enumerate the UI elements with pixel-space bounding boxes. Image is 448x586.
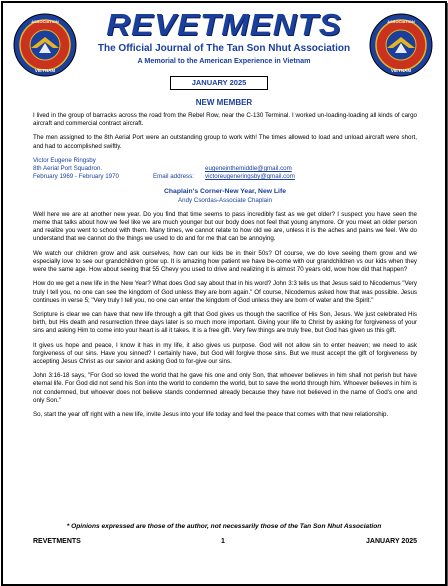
chaplain-paragraph: So, start the year off right with a new life, invite Jesus into your life today and feel the peace that comes with that new relationship. [33, 410, 389, 418]
footer-publication: REVETMENTS [33, 538, 81, 545]
chaplain-paragraph: Well here we are at another new year. Do you find that time seems to pass incredibly fast as we get older? I suspect you have seen the meme that talks about how we feel like we are much younger but our body does not feel that young anymore. Or you meet an older person and realize you went to school with them. Many times, we cannot relate to how old we are, unless it is the aches and pains we feel. We do understand that we cannot do the things we used to do and for me that can be annoying. [33, 210, 417, 243]
member-dates: February 1969 - February 1970 [33, 173, 119, 181]
footer-page-number: 1 [221, 538, 225, 545]
journal-title: The Official Journal of The Tan Son Nhut Association [97, 43, 351, 54]
chaplain-author: Andy Csordas-Associate Chaplain [178, 196, 272, 204]
svg-text:VIETNAM: VIETNAM [34, 68, 56, 73]
masthead-logo-text: REVETMENTS [106, 7, 342, 42]
association-seal-right-icon [369, 13, 433, 77]
chaplain-paragraph: We watch our children grow and ask ourselves, how can our kids be in their 50s? Of course, we do love seeing them grow and we especially love to see our grandchildren grow up. It is amazing how patient we have be-come with our grandchildren vs our kids when they were the same age. How about seeing that 55 Chevy you used to drive and realizing it is almost 70 years old, wow how did that happen? [33, 249, 417, 274]
email-label: Email address: [153, 173, 194, 181]
chaplain-paragraph: John 3:16-18 says, "For God so loved the world that he gave his one and only Son, that whoever believes in him shall not perish but have eternal life. For God did not send his Son into the world to condemn the world, but to save the world through him. Whoever believes in him is not condemned, but whoever does not believe stands condemned already because they have not believed in the name of God's one and only Son." [33, 372, 417, 404]
new-member-paragraph: I lived in the group of barracks across the road from the Rebel Row, near the C-130 Terminal. I worked un-loading-loading all kinds of cargo aircraft and commercial contract aircraft. [33, 112, 417, 128]
member-email-link-2[interactable]: victoreugeneringsby@gmail.com [205, 173, 295, 181]
page-footer [33, 538, 417, 548]
member-email-link-1[interactable]: eugeneinthemiddle@gmail.com [205, 165, 292, 172]
new-member-heading: NEW MEMBER [195, 98, 253, 107]
masthead [83, 6, 365, 65]
chaplain-title: Chaplain's Corner-New Year, New Life [164, 188, 286, 196]
svg-text:VIETNAM: VIETNAM [390, 68, 412, 73]
chaplain-paragraph: It gives us hope and peace, I know it has in my life, it also gives us purpose. God will not allow sin to enter heaven; we need to ask forgiveness of our sins. Have you sinned? I certainly have, but God will forgive those sins. But we must accept the gift of forgiveness by accepting Jesus Christ as our savior and asking God to for-give our sins. [33, 341, 417, 365]
member-name: Victor Eugene Ringsby [33, 156, 96, 164]
chaplain-paragraph: How do we get a new life in the New Year? What does God say about that in his word? John 3:3 tells us that Jesus said to Nicodemus "Very truly I tell you, no one can see the kingdom of God unless they are born again." Of course, Nicodemus asked how that was possible. Jesus continues in verse 5; "Very truly I tell you, no one can enter the kingdom of God unless they are born of water and the Spirit." [33, 280, 417, 304]
chaplain-heading-block [33, 188, 417, 205]
association-seal-left-icon [13, 13, 77, 77]
member-signature [33, 157, 417, 182]
journal-tagline: A Memorial to the American Experience in Vietnam [137, 56, 311, 65]
svg-text:ASSOCIATION: ASSOCIATION [31, 19, 59, 24]
issue-date-box: JANUARY 2025 [170, 76, 268, 90]
opinion-disclaimer: * Opinions expressed are those of the author, not necessarily those of the Tan Son Nhut Association [66, 523, 382, 530]
svg-text:ASSOCIATION: ASSOCIATION [387, 19, 415, 24]
chaplain-paragraph: Scripture is clear we can have that new life through a gift that God gives us though the sacrifice of His Son, Jesus. We just celebrated His birth, but His death and resurrection three days later is so much more important. Giving your life to Christ by asking for forgiveness of your sins and asking Him to come into your heart is all it takes. It is a free gift. Very few things are truly free, but God has given us this gift. [33, 310, 417, 335]
footer-date: JANUARY 2025 [366, 538, 417, 545]
member-unit: 8th Aerial Port Squadron. [33, 165, 103, 172]
newsletter-page [1, 1, 447, 586]
new-member-paragraph: The men assigned to the 8th Aerial Port were an outstanding group to work with! The times allowed to load and unload aircraft were short, and had to accomplished swiftly. [33, 134, 417, 150]
article-body [33, 112, 417, 425]
